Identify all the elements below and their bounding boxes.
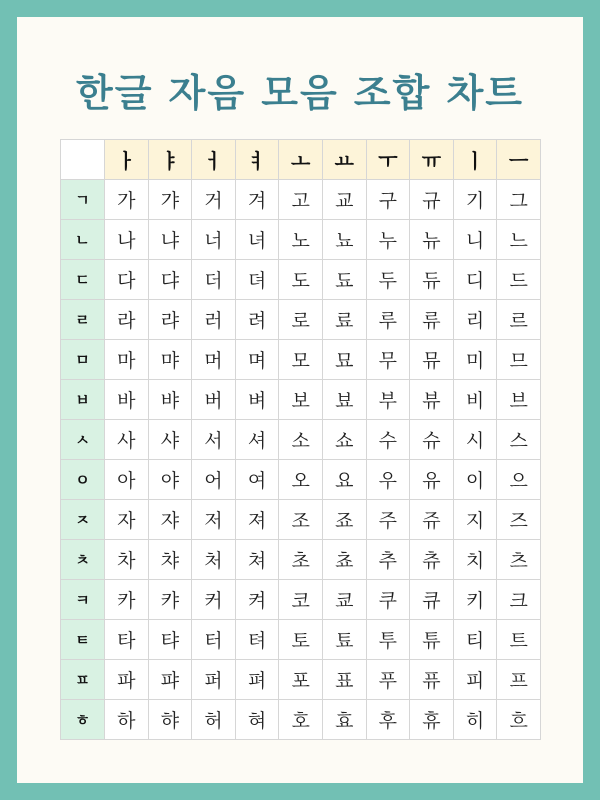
syllable-cell: 치: [453, 540, 497, 580]
table-row: [61, 340, 541, 380]
syllable-cell: 츄: [410, 540, 454, 580]
table-row: [61, 220, 541, 260]
table-row: [61, 660, 541, 700]
syllable-cell: 트: [497, 620, 541, 660]
vowel-header: ㅓ: [192, 140, 236, 180]
consonant-header: ㅍ: [61, 660, 105, 700]
syllable-cell: 류: [410, 300, 454, 340]
syllable-cell: 쳐: [235, 540, 279, 580]
syllable-cell: 랴: [148, 300, 192, 340]
syllable-cell: 너: [192, 220, 236, 260]
vowel-header: ㅕ: [235, 140, 279, 180]
syllable-cell: 푸: [366, 660, 410, 700]
syllable-cell: 퍄: [148, 660, 192, 700]
syllable-cell: 툐: [322, 620, 366, 660]
syllable-cell: 햐: [148, 700, 192, 740]
syllable-cell: 구: [366, 180, 410, 220]
syllable-cell: 카: [105, 580, 149, 620]
syllable-cell: 뱌: [148, 380, 192, 420]
syllable-cell: 즈: [497, 500, 541, 540]
syllable-cell: 키: [453, 580, 497, 620]
corner-cell: [61, 140, 105, 180]
syllable-cell: 초: [279, 540, 323, 580]
syllable-cell: 뵤: [322, 380, 366, 420]
syllable-cell: 큐: [410, 580, 454, 620]
syllable-cell: 먀: [148, 340, 192, 380]
syllable-cell: 머: [192, 340, 236, 380]
consonant-header: ㄹ: [61, 300, 105, 340]
syllable-cell: 지: [453, 500, 497, 540]
syllable-cell: 휴: [410, 700, 454, 740]
vowel-header: ㅑ: [148, 140, 192, 180]
syllable-cell: 토: [279, 620, 323, 660]
table-row: [61, 180, 541, 220]
syllable-cell: 추: [366, 540, 410, 580]
syllable-cell: 료: [322, 300, 366, 340]
consonant-header: ㅈ: [61, 500, 105, 540]
syllable-cell: 보: [279, 380, 323, 420]
syllable-cell: 우: [366, 460, 410, 500]
syllable-cell: 텨: [235, 620, 279, 660]
table-row: [61, 540, 541, 580]
syllable-cell: 나: [105, 220, 149, 260]
syllable-cell: 켜: [235, 580, 279, 620]
syllable-cell: 표: [322, 660, 366, 700]
syllable-cell: 부: [366, 380, 410, 420]
hangul-table: [60, 139, 541, 740]
syllable-cell: 규: [410, 180, 454, 220]
syllable-cell: 더: [192, 260, 236, 300]
syllable-cell: 오: [279, 460, 323, 500]
syllable-cell: 거: [192, 180, 236, 220]
syllable-cell: 아: [105, 460, 149, 500]
syllable-cell: 냐: [148, 220, 192, 260]
syllable-cell: 히: [453, 700, 497, 740]
syllable-cell: 뇨: [322, 220, 366, 260]
syllable-cell: 퍼: [192, 660, 236, 700]
syllable-cell: 리: [453, 300, 497, 340]
syllable-cell: 으: [497, 460, 541, 500]
table-row: [61, 620, 541, 660]
syllable-cell: 펴: [235, 660, 279, 700]
syllable-cell: 로: [279, 300, 323, 340]
syllable-cell: 버: [192, 380, 236, 420]
syllable-cell: 누: [366, 220, 410, 260]
syllable-cell: 두: [366, 260, 410, 300]
syllable-cell: 고: [279, 180, 323, 220]
consonant-header: ㅁ: [61, 340, 105, 380]
syllable-cell: 갸: [148, 180, 192, 220]
syllable-cell: 터: [192, 620, 236, 660]
vowel-header: ㅏ: [105, 140, 149, 180]
syllable-cell: 쥬: [410, 500, 454, 540]
syllable-cell: 차: [105, 540, 149, 580]
syllable-cell: 투: [366, 620, 410, 660]
syllable-cell: 녀: [235, 220, 279, 260]
syllable-cell: 겨: [235, 180, 279, 220]
syllable-cell: 하: [105, 700, 149, 740]
syllable-cell: 여: [235, 460, 279, 500]
syllable-cell: 루: [366, 300, 410, 340]
syllable-cell: 후: [366, 700, 410, 740]
table-row: [61, 380, 541, 420]
syllable-cell: 유: [410, 460, 454, 500]
syllable-cell: 벼: [235, 380, 279, 420]
syllable-cell: 도: [279, 260, 323, 300]
page-title: 한글 자음 모음 조합 차트: [76, 71, 524, 115]
syllable-cell: 수: [366, 420, 410, 460]
syllable-cell: 조: [279, 500, 323, 540]
syllable-cell: 무: [366, 340, 410, 380]
syllable-cell: 주: [366, 500, 410, 540]
consonant-header: ㄴ: [61, 220, 105, 260]
syllable-cell: 르: [497, 300, 541, 340]
syllable-cell: 마: [105, 340, 149, 380]
syllable-cell: 바: [105, 380, 149, 420]
syllable-cell: 타: [105, 620, 149, 660]
syllable-cell: 티: [453, 620, 497, 660]
consonant-header: ㅌ: [61, 620, 105, 660]
table-row: [61, 700, 541, 740]
syllable-cell: 미: [453, 340, 497, 380]
syllable-cell: 니: [453, 220, 497, 260]
syllable-cell: 튜: [410, 620, 454, 660]
consonant-header: ㅅ: [61, 420, 105, 460]
syllable-cell: 므: [497, 340, 541, 380]
syllable-cell: 호: [279, 700, 323, 740]
vowel-header: ㅛ: [322, 140, 366, 180]
syllable-cell: 다: [105, 260, 149, 300]
syllable-cell: 죠: [322, 500, 366, 540]
syllable-cell: 탸: [148, 620, 192, 660]
consonant-header: ㅊ: [61, 540, 105, 580]
vowel-header: ㅣ: [453, 140, 497, 180]
syllable-cell: 느: [497, 220, 541, 260]
consonant-header: ㅎ: [61, 700, 105, 740]
syllable-cell: 그: [497, 180, 541, 220]
table-row: [61, 300, 541, 340]
syllable-cell: 허: [192, 700, 236, 740]
syllable-cell: 됴: [322, 260, 366, 300]
syllable-cell: 비: [453, 380, 497, 420]
syllable-cell: 려: [235, 300, 279, 340]
syllable-cell: 자: [105, 500, 149, 540]
table-row: [61, 580, 541, 620]
vowel-header: ㅠ: [410, 140, 454, 180]
syllable-cell: 기: [453, 180, 497, 220]
syllable-cell: 커: [192, 580, 236, 620]
syllable-cell: 뷰: [410, 380, 454, 420]
syllable-cell: 어: [192, 460, 236, 500]
syllable-cell: 사: [105, 420, 149, 460]
syllable-cell: 서: [192, 420, 236, 460]
syllable-cell: 며: [235, 340, 279, 380]
consonant-header: ㄷ: [61, 260, 105, 300]
syllable-cell: 요: [322, 460, 366, 500]
syllable-cell: 져: [235, 500, 279, 540]
syllable-cell: 포: [279, 660, 323, 700]
syllable-cell: 드: [497, 260, 541, 300]
consonant-header: ㅇ: [61, 460, 105, 500]
table-row: [61, 460, 541, 500]
consonant-header: ㅂ: [61, 380, 105, 420]
syllable-cell: 라: [105, 300, 149, 340]
syllable-cell: 쿄: [322, 580, 366, 620]
syllable-cell: 브: [497, 380, 541, 420]
syllable-cell: 이: [453, 460, 497, 500]
syllable-cell: 쟈: [148, 500, 192, 540]
syllable-cell: 혀: [235, 700, 279, 740]
syllable-cell: 노: [279, 220, 323, 260]
table-row: [61, 260, 541, 300]
consonant-header: ㅋ: [61, 580, 105, 620]
syllable-cell: 츠: [497, 540, 541, 580]
syllable-cell: 교: [322, 180, 366, 220]
syllable-cell: 셔: [235, 420, 279, 460]
syllable-cell: 프: [497, 660, 541, 700]
table-row: [61, 420, 541, 460]
vowel-header: ㅗ: [279, 140, 323, 180]
syllable-cell: 소: [279, 420, 323, 460]
syllable-cell: 퓨: [410, 660, 454, 700]
vowel-header: ㅡ: [497, 140, 541, 180]
syllable-cell: 야: [148, 460, 192, 500]
syllable-cell: 코: [279, 580, 323, 620]
syllable-cell: 피: [453, 660, 497, 700]
syllable-cell: 시: [453, 420, 497, 460]
syllable-cell: 모: [279, 340, 323, 380]
syllable-cell: 처: [192, 540, 236, 580]
header-row: [61, 140, 541, 180]
syllable-cell: 묘: [322, 340, 366, 380]
syllable-cell: 캬: [148, 580, 192, 620]
syllable-cell: 댜: [148, 260, 192, 300]
syllable-cell: 파: [105, 660, 149, 700]
syllable-cell: 쵸: [322, 540, 366, 580]
syllable-cell: 듀: [410, 260, 454, 300]
consonant-header: ㄱ: [61, 180, 105, 220]
syllable-cell: 크: [497, 580, 541, 620]
syllable-cell: 흐: [497, 700, 541, 740]
syllable-cell: 효: [322, 700, 366, 740]
syllable-cell: 가: [105, 180, 149, 220]
syllable-cell: 쇼: [322, 420, 366, 460]
syllable-cell: 러: [192, 300, 236, 340]
vowel-header: ㅜ: [366, 140, 410, 180]
syllable-cell: 챠: [148, 540, 192, 580]
syllable-cell: 샤: [148, 420, 192, 460]
syllable-cell: 저: [192, 500, 236, 540]
syllable-cell: 뎌: [235, 260, 279, 300]
syllable-cell: 슈: [410, 420, 454, 460]
syllable-cell: 쿠: [366, 580, 410, 620]
syllable-cell: 뮤: [410, 340, 454, 380]
syllable-cell: 뉴: [410, 220, 454, 260]
syllable-cell: 디: [453, 260, 497, 300]
table-row: [61, 500, 541, 540]
syllable-cell: 스: [497, 420, 541, 460]
